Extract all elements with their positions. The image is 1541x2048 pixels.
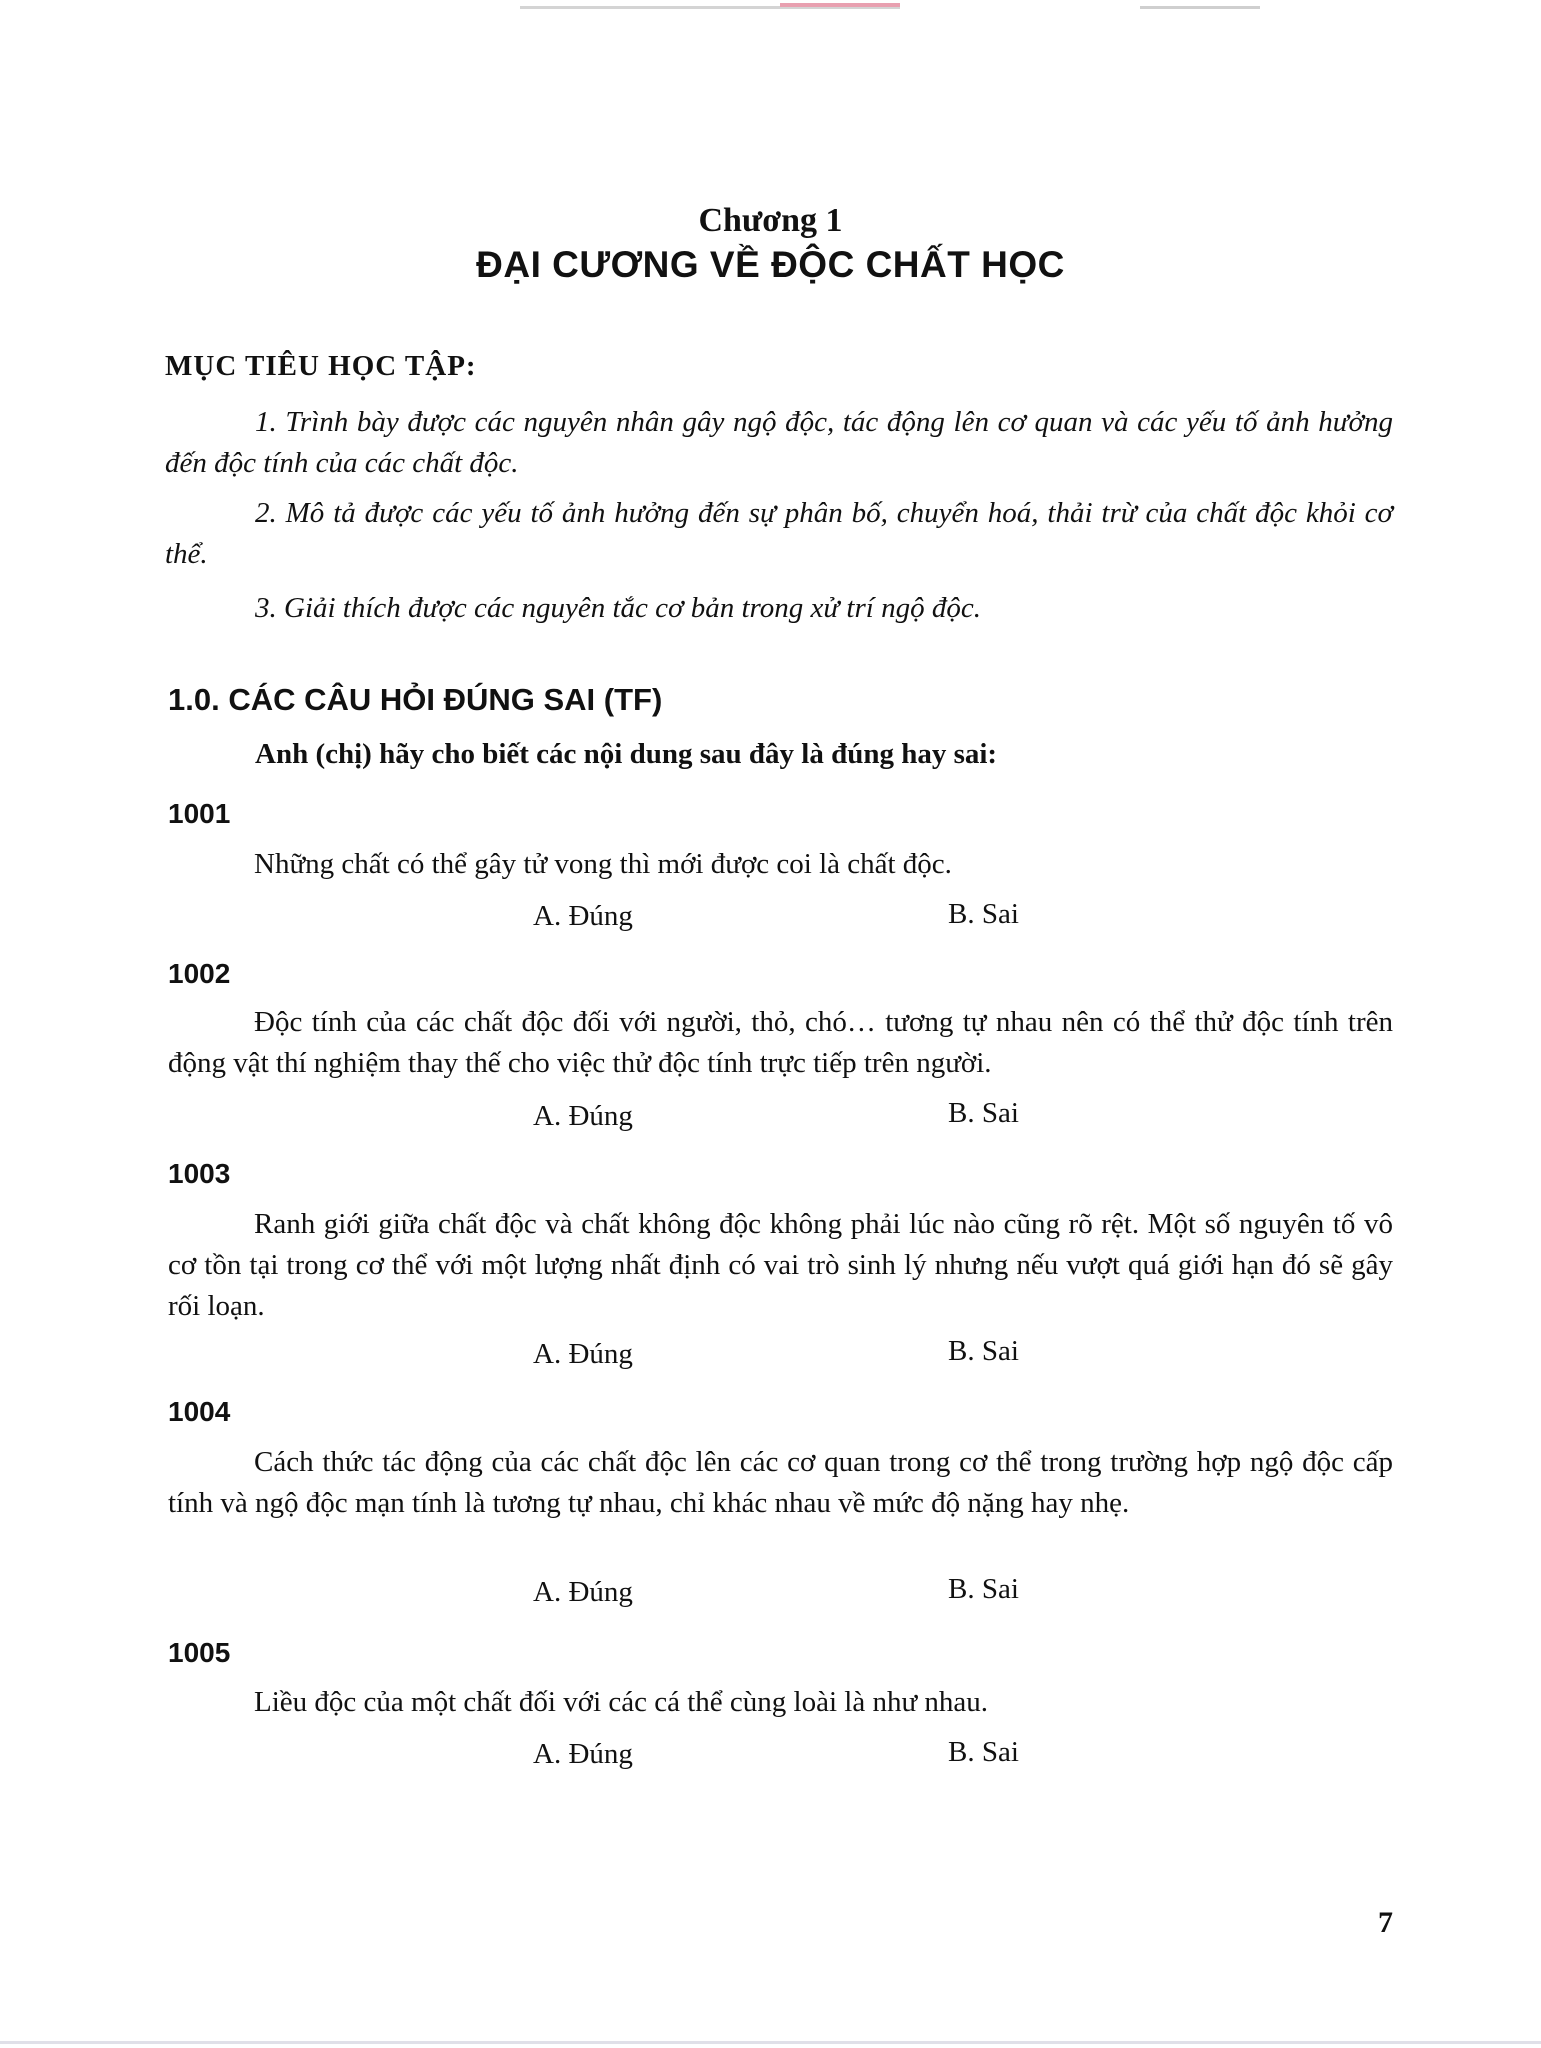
option-true: A. Đúng [533,1338,633,1370]
scan-artifact-top-right [1140,6,1260,9]
section-title: 1.0. CÁC CÂU HỎI ĐÚNG SAI (TF) [168,682,663,717]
page-number: 7 [1378,1906,1393,1939]
option-true: A. Đúng [533,1576,633,1608]
question-text: Độc tính của các chất độc đối với người, thỏ, chó… tương tự nhau nên có thể thử độc tính trên động vật thí nghiệm thay thế cho việc thử độc tính trực tiếp trên người. [168,1006,1393,1079]
question-number: 1001 [168,798,231,829]
chapter-title: Chương 1 [698,202,843,239]
option-false: B. Sai [948,1097,1019,1129]
chapter-heading: ĐẠI CƯƠNG VỀ ĐỘC CHẤT HỌC [476,244,1065,285]
question-number: 1004 [168,1396,231,1427]
objective-item-3: 3. Giải thích được các nguyên tắc cơ bản trong xử trí ngộ độc. [255,592,981,624]
option-true: A. Đúng [533,900,633,932]
option-false: B. Sai [948,1736,1019,1768]
question-text: Ranh giới giữa chất độc và chất không độc không phải lúc nào cũng rõ rệt. Một số nguyên tố vô cơ tồn tại trong cơ thể với một lượng nhất định có vai trò sinh lý nhưng nếu vượt quá giới hạn đó sẽ gây rối loạn. [168,1208,1393,1322]
scan-artifact-top-pink [780,3,900,7]
option-false: B. Sai [948,898,1019,930]
objectives-title: MỤC TIÊU HỌC TẬP: [165,350,477,382]
option-true: A. Đúng [533,1100,633,1132]
objective-item-1: 1. Trình bày được các nguyên nhân gây ngộ độc, tác động lên cơ quan và các yếu tố ảnh hưởng đến độc tính của các chất độc. [165,406,1393,479]
option-false: B. Sai [948,1573,1019,1605]
scan-artifact-bottom [0,2041,1541,2044]
question-number: 1003 [168,1158,231,1189]
objective-item-2: 2. Mô tả được các yếu tố ảnh hưởng đến sự phân bố, chuyển hoá, thải trừ của chất độc khỏi cơ thể. [165,497,1393,570]
section-instruction: Anh (chị) hãy cho biết các nội dung sau đây là đúng hay sai: [255,738,998,770]
question-text: Cách thức tác động của các chất độc lên các cơ quan trong cơ thể trong trường hợp ngộ độc cấp tính và ngộ độc mạn tính là tương tự nhau, chỉ khác nhau về mức độ nặng hay nhẹ. [168,1446,1393,1519]
question-number: 1005 [168,1637,231,1668]
option-false: B. Sai [948,1335,1019,1367]
question-text: Những chất có thể gây tử vong thì mới được coi là chất độc. [254,848,952,880]
option-true: A. Đúng [533,1738,633,1770]
question-number: 1002 [168,958,231,989]
question-text: Liều độc của một chất đối với các cá thể cùng loài là như nhau. [254,1686,989,1718]
